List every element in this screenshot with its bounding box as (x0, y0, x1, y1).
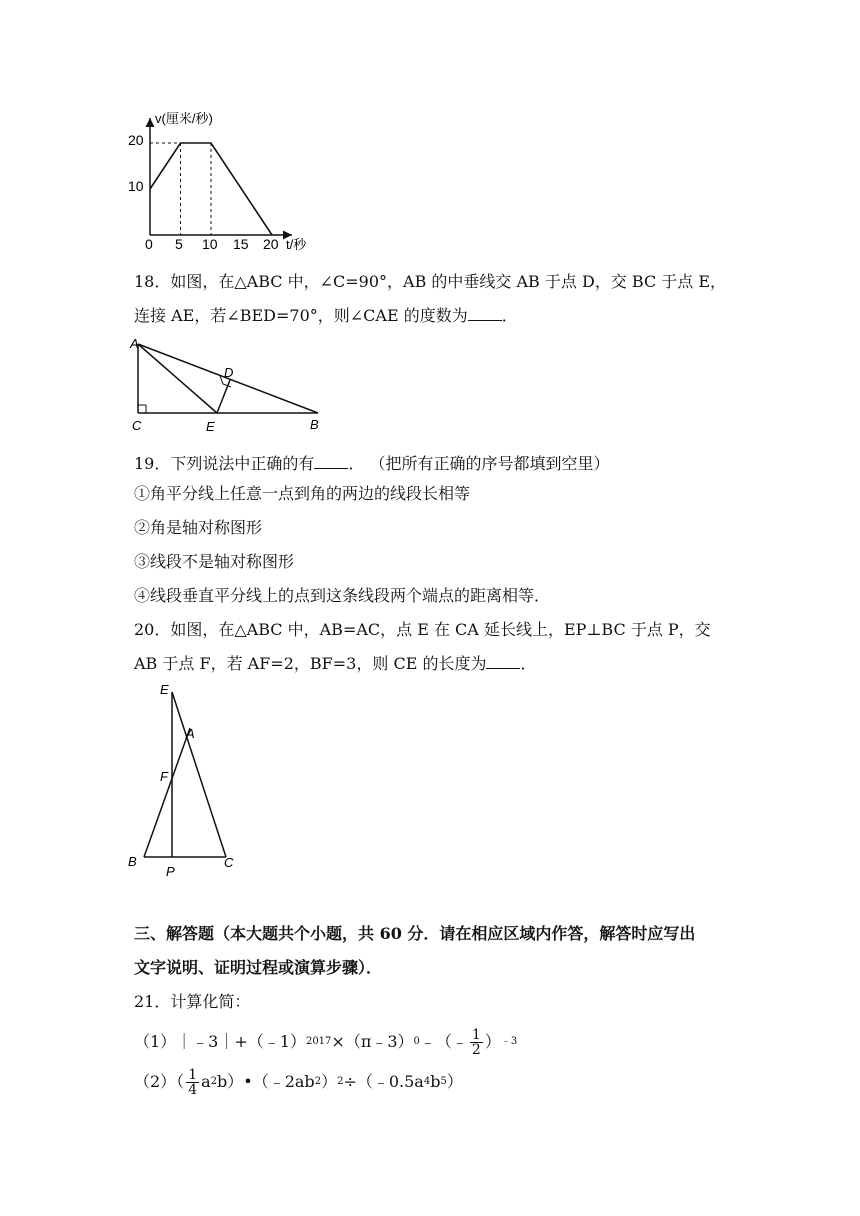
expr-part: ﹣（﹣ (419, 1032, 468, 1051)
y-tick-label: 10 (128, 178, 144, 194)
q18-text: 连接 AE，若∠BED=70°，则∠CAE 的度数为 (134, 306, 468, 325)
numerator: 1 (471, 1026, 481, 1043)
fraction (186, 1068, 199, 1097)
exponent: 2 (314, 1076, 322, 1087)
answer-blank (314, 452, 348, 469)
q19-stem (134, 452, 609, 474)
fraction (470, 1028, 483, 1057)
point-label-F: F (160, 769, 168, 784)
q19-option-1: ①角平分线上任意一点到角的两边的线段长相等 (134, 484, 471, 503)
point-label-A: A (130, 336, 139, 351)
q20-line1: 20．如图，在△ABC 中，AB=AC，点 E 在 CA 延长线上，EP⊥BC 于点 P，交 (134, 620, 711, 639)
q18-line2 (134, 304, 518, 326)
y-axis-label: v(厘米/秒) (155, 111, 213, 126)
expr-part: ） (321, 1072, 338, 1091)
q18-line1: 18．如图，在△ABC 中，∠C=90°，AB 的中垂线交 AB 于点 D，交 BC 于点 E， (134, 272, 727, 291)
velocity-time-graph (120, 108, 320, 253)
guide-dashes (150, 143, 211, 235)
q18-triangle-figure (126, 334, 326, 434)
exponent: 2017 (305, 1036, 332, 1047)
point-label-E: E (160, 682, 169, 697)
denominator: 4 (188, 1081, 198, 1098)
point-label-A: A (186, 726, 195, 741)
y-tick-label: 20 (128, 132, 144, 148)
expr-part: （2）（ (134, 1072, 185, 1091)
q21-title: 21．计算化简： (134, 992, 251, 1011)
section-heading-line1: 三、解答题（本大题共个小题，共 60 分．请在相应区域内作答，解答时应写出 (134, 924, 696, 943)
q19-option-2: ②角是轴对称图形 (134, 518, 263, 537)
q21-part2 (134, 1066, 463, 1098)
expr-part: ） (484, 1032, 501, 1051)
point-label-D: D (224, 365, 234, 380)
expr-part: ×（π﹣3） (331, 1032, 414, 1051)
q19-text: 19．下列说法中正确的有 (134, 454, 315, 473)
expr-part: a (201, 1072, 211, 1091)
expr-part: b）•（﹣2ab (217, 1072, 315, 1091)
q20-end: ． (520, 654, 537, 673)
x-axis-label: t/秒 (286, 237, 307, 252)
answer-blank (468, 304, 502, 321)
exponent: 0 (413, 1036, 420, 1047)
q18-end: ． (501, 306, 518, 325)
q21-part1 (134, 1026, 517, 1058)
q20-triangle-figure (126, 680, 246, 880)
section-heading-line2: 文字说明、证明过程或演算步骤）． (134, 958, 383, 977)
x-tick-label: 5 (175, 236, 183, 252)
q20-line2 (134, 652, 536, 674)
x-tick-label: 10 (202, 236, 218, 252)
q19-option-4: ④线段垂直平分线上的点到这条线段两个端点的距离相等． (134, 586, 551, 605)
expr-part: ） (446, 1072, 463, 1091)
exponent: 2 (210, 1076, 218, 1087)
exponent: ﹣3 (500, 1036, 518, 1047)
x-tick-label: 20 (263, 236, 279, 252)
point-label-C: C (224, 855, 234, 870)
point-label-E: E (206, 419, 215, 434)
exponent: 2 (337, 1076, 344, 1087)
exponent: 5 (440, 1076, 447, 1087)
numerator: 1 (188, 1066, 198, 1083)
exponent: 4 (423, 1076, 431, 1087)
x-tick-label: 15 (233, 236, 249, 252)
expr-part: ÷（﹣0.5a (343, 1072, 424, 1091)
expr-part: （1）｜﹣3｜+（﹣1） (134, 1032, 306, 1051)
denominator: 2 (471, 1041, 481, 1058)
expr-part: b (430, 1072, 441, 1091)
point-label-P: P (166, 864, 175, 879)
x-tick-label: 0 (145, 236, 153, 252)
q19-hint: ． （把所有正确的序号都填到空里） (348, 454, 610, 473)
q20-text: AB 于点 F，若 AF=2，BF=3，则 CE 的长度为 (134, 654, 487, 673)
point-label-C: C (132, 418, 142, 433)
point-label-B: B (128, 854, 137, 869)
answer-blank (486, 652, 520, 669)
point-label-B: B (310, 417, 319, 432)
q19-option-3: ③线段不是轴对称图形 (134, 552, 295, 571)
